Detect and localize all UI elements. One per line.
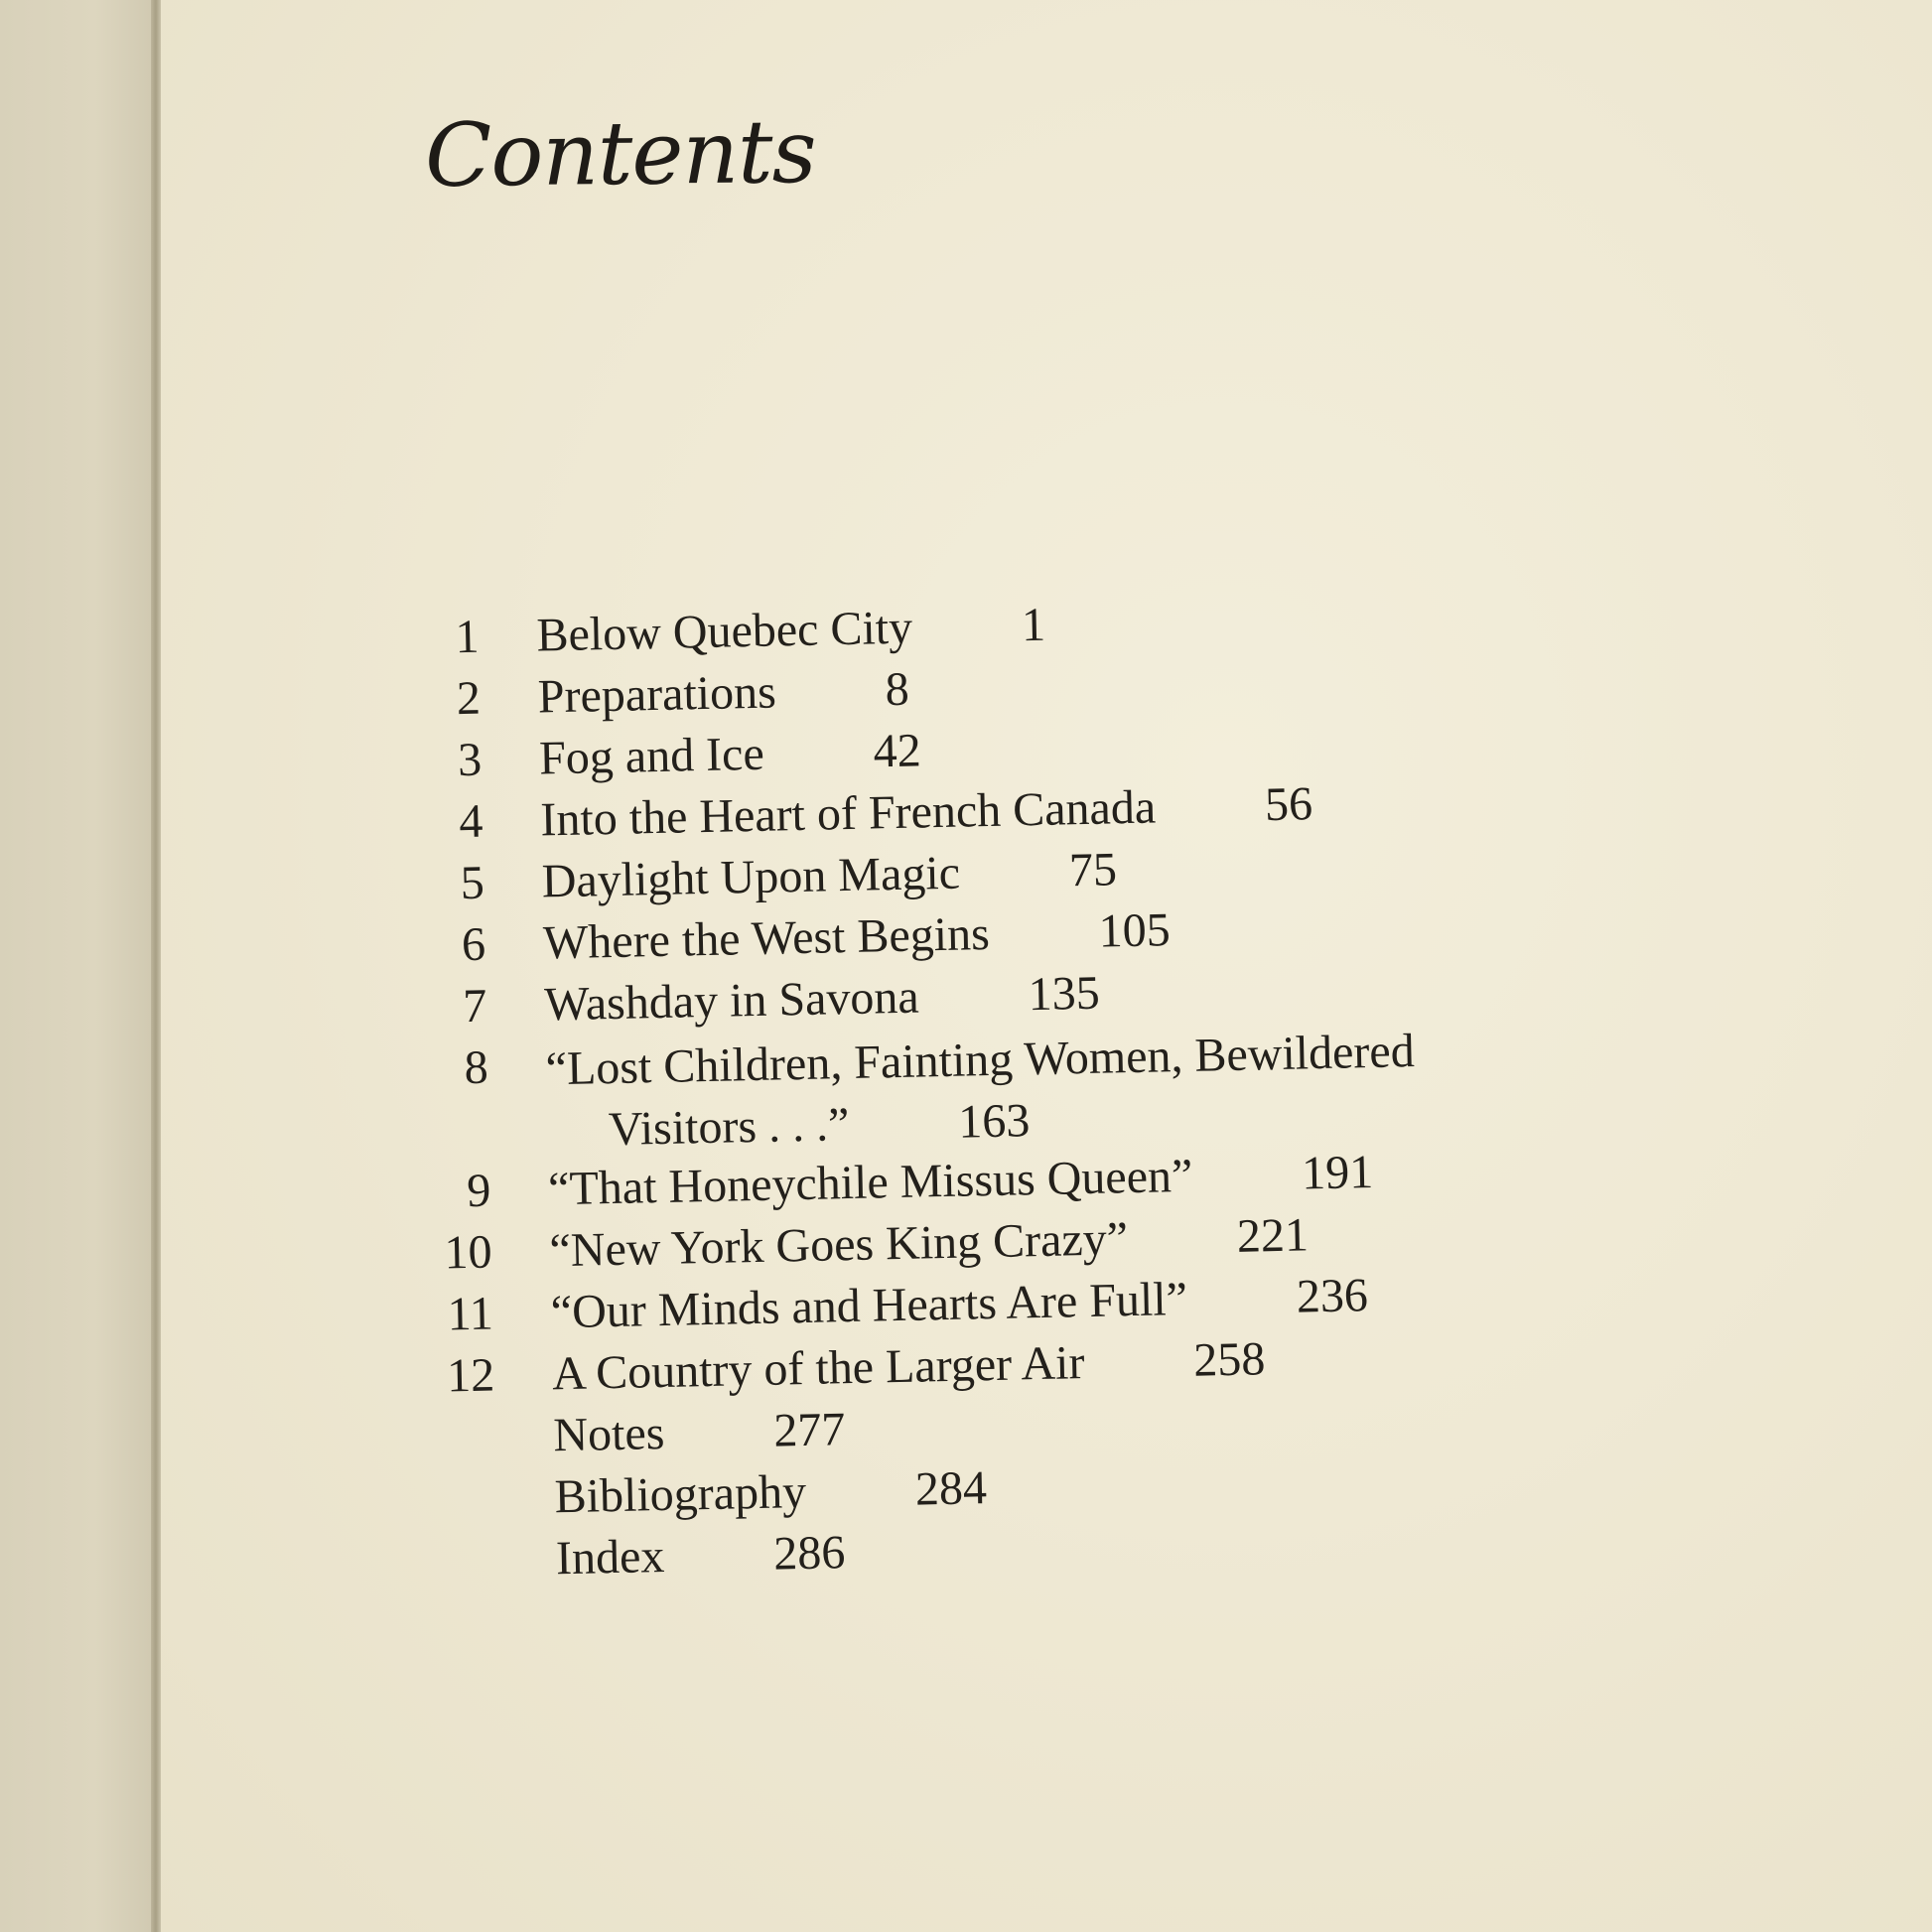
page-number: 221 (1236, 1208, 1310, 1263)
page-number: 42 (873, 724, 922, 778)
chapter-title: “That Honeychile Missus Queen” (547, 1149, 1193, 1216)
chapter-title-line (544, 966, 1100, 1033)
chapter-number: 9 (466, 1164, 491, 1218)
page-title: Contents (424, 99, 817, 207)
chapter-number: 4 (458, 794, 484, 849)
page-number: 284 (914, 1461, 988, 1516)
back-matter-title: Bibliography (554, 1464, 807, 1524)
chapter-title: Where the West Begins (542, 906, 991, 970)
chapter-title: Preparations (537, 665, 777, 724)
chapter-number: 7 (462, 979, 487, 1034)
chapter-title: A Country of the Larger Air (551, 1336, 1085, 1401)
table-of-contents (417, 584, 1727, 1595)
page-number: 258 (1192, 1332, 1266, 1387)
chapter-title-line (536, 598, 1046, 663)
chapter-title: Fog and Ice (538, 727, 765, 785)
back-matter-title: Index (555, 1529, 665, 1586)
page-number: 8 (885, 662, 910, 717)
chapter-title-line (541, 842, 1117, 908)
chapter-number: 8 (464, 1040, 489, 1095)
chapter-title: Into the Heart of French Canada (539, 780, 1157, 847)
page-number: 191 (1301, 1145, 1374, 1200)
page-number: 236 (1296, 1269, 1369, 1323)
book-gutter (0, 0, 159, 1932)
chapter-title: Washday in Savona (543, 970, 920, 1032)
page-number: 277 (772, 1403, 846, 1457)
page-number: 105 (1098, 903, 1172, 958)
chapter-number: 5 (460, 856, 485, 910)
chapter-number: 1 (455, 610, 481, 664)
chapter-title-line (539, 723, 922, 785)
page-number: 1 (1021, 598, 1046, 652)
chapter-number: 11 (447, 1287, 494, 1341)
back-matter-line (553, 1402, 846, 1462)
chapter-title: Below Quebec City (535, 601, 913, 662)
page-number: 75 (1068, 843, 1118, 897)
back-matter-title: Notes (552, 1406, 665, 1462)
chapter-number: 10 (444, 1225, 493, 1280)
chapter-title-wrap (545, 1021, 1417, 1162)
chapter-number: 12 (446, 1348, 495, 1403)
chapter-title: Daylight Upon Magic (541, 846, 961, 908)
chapter-number: 2 (456, 671, 482, 726)
chapter-title: “Our Minds and Hearts Are Full” (550, 1272, 1188, 1339)
back-matter-line (555, 1525, 845, 1586)
page-number: 163 (957, 1094, 1031, 1149)
chapter-number: 3 (457, 733, 483, 787)
chapter-title-line1: “Lost Children, Fainting Women, Bewildered (545, 1025, 1416, 1096)
chapter-number: 6 (461, 917, 486, 972)
chapter-title-line (537, 662, 909, 725)
page-number: 56 (1264, 777, 1313, 832)
chapter-title: “New York Goes King Crazy” (548, 1212, 1129, 1278)
page-fold (151, 0, 161, 1932)
page-number: 135 (1028, 966, 1101, 1022)
page-number: 286 (772, 1526, 846, 1581)
chapter-title-line2: Visitors . . .” (608, 1098, 850, 1157)
back-matter-line (554, 1460, 987, 1524)
